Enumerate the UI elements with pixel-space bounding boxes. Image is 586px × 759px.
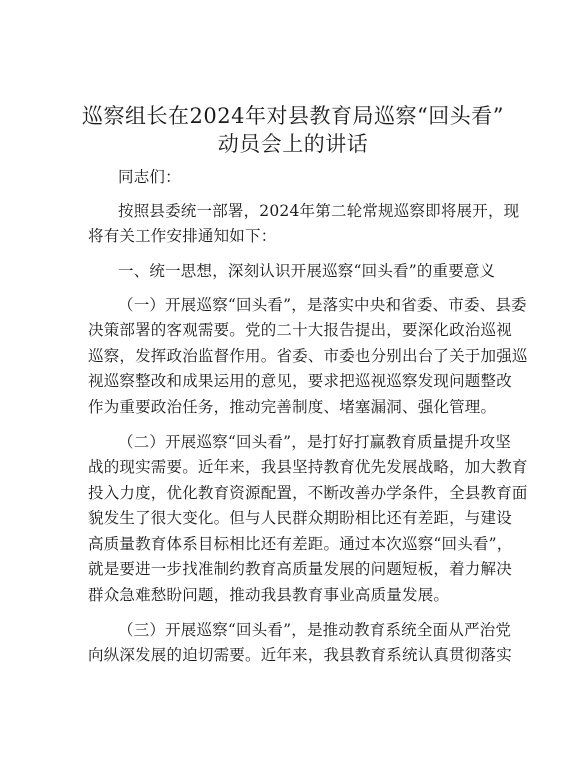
- paragraph-line: 决策部署的客观需要。党的二十大报告提出，要深化政治巡视: [88, 321, 512, 339]
- paragraph-line: 按照县委统一部署，2024年第二轮常规巡察即将展开，现: [118, 202, 520, 220]
- paragraph-line: （二）开展巡察“回头看”，是打好打赢教育质量提升攻坚: [118, 433, 512, 451]
- document-title-line-2: 动员会上的讲话: [217, 132, 369, 156]
- paragraph-line: 视巡察整改和成果运用的意见，要求把巡视巡察发现问题整改: [88, 372, 512, 390]
- paragraph-line: 高质量教育体系目标相比还有差距。通过本次巡察“回头看”，: [88, 535, 513, 553]
- document-title-line-1: 巡察组长在2024年对县教育局巡察“回头看”: [82, 104, 504, 128]
- paragraph-line: 战的现实需要。近年来，我县坚持教育优先发展战略，加大教育: [88, 458, 528, 476]
- section-heading: 一、统一思想，深刻认识开展巡察“回头看”的重要意义: [118, 262, 496, 280]
- paragraph-line: 向纵深发展的迫切需要。近年来，我县教育系统认真贯彻落实: [88, 646, 512, 664]
- paragraph-line: 投入力度，优化教育资源配置，不断改善办学条件，全县教育面: [88, 484, 528, 502]
- paragraph-line: （三）开展巡察“回头看”，是推动教育系统全面从严治党: [118, 621, 512, 639]
- paragraph-line: 巡察，发挥政治监督作用。省委、市委也分别出台了关于加强巡: [88, 347, 528, 365]
- salutation: 同志们：: [118, 168, 181, 186]
- paragraph-line: 将有关工作安排通知如下：: [88, 227, 277, 245]
- paragraph-line: 作为重要政治任务，推动完善制度、堵塞漏洞、强化管理。: [88, 398, 497, 416]
- paragraph-line: 貌发生了很大变化。但与人民群众期盼相比还有差距，与建设: [88, 509, 512, 527]
- paragraph-line: （一）开展巡察“回头看”，是落实中央和省委、市委、县委: [118, 296, 527, 314]
- paragraph-line: 就是要进一步找准制约教育高质量发展的问题短板，着力解决: [88, 560, 512, 578]
- paragraph-line: 群众急难愁盼问题，推动我县教育事业高质量发展。: [88, 586, 450, 604]
